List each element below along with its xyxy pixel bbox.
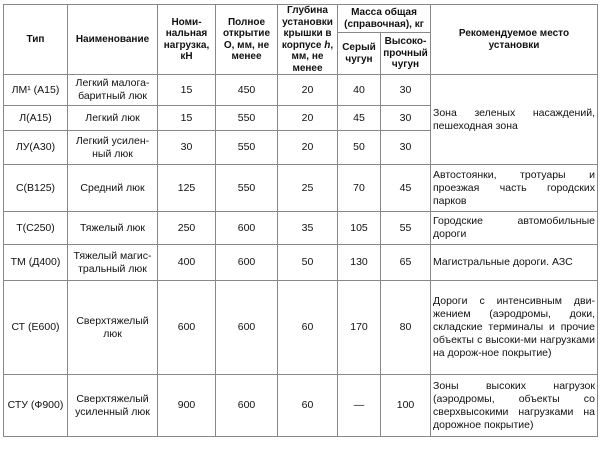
cell-opening: 550: [216, 131, 278, 165]
cell-load: 15: [158, 106, 216, 131]
table-row: [4, 375, 598, 437]
cell-name: Легкий малога-баритный люк: [68, 75, 158, 106]
cell-depth: 20: [278, 131, 338, 165]
cell-name: Сверхтяжелый усиленный люк: [68, 375, 158, 437]
header-depth: [278, 5, 338, 75]
cell-name: Средний люк: [68, 165, 158, 212]
cell-hs-mass: 30: [381, 131, 431, 165]
header-opening: Полное открытие О, мм, не менее: [216, 5, 278, 75]
cell-name: Тяжелый магис-тральный люк: [68, 245, 158, 281]
header-gray-iron: Серый чугун: [338, 33, 381, 75]
cell-place: Магистральные дороги. АЗС: [431, 245, 598, 281]
cell-type: СТУ (Ф900): [4, 375, 68, 437]
table-row: [4, 75, 598, 106]
header-row-1: [4, 5, 598, 33]
cell-place: Городские автомобильные дороги: [431, 212, 598, 245]
cell-load: 400: [158, 245, 216, 281]
cell-depth: 20: [278, 106, 338, 131]
cell-depth: 35: [278, 212, 338, 245]
cell-depth: 20: [278, 75, 338, 106]
table-row: [4, 165, 598, 212]
cell-name: Легкий усилен-ный люк: [68, 131, 158, 165]
cell-depth: 25: [278, 165, 338, 212]
cell-load: 900: [158, 375, 216, 437]
cell-load: 250: [158, 212, 216, 245]
cell-type: Т(С250): [4, 212, 68, 245]
cell-type: ТМ (Д400): [4, 245, 68, 281]
cell-gray-mass: 130: [338, 245, 381, 281]
cell-name: Тяжелый люк: [68, 212, 158, 245]
header-hs-iron: Высоко-прочный чугун: [381, 33, 431, 75]
table-row: [4, 245, 598, 281]
header-depth-var: h: [324, 39, 331, 51]
cell-gray-mass: 50: [338, 131, 381, 165]
cell-opening: 450: [216, 75, 278, 106]
cell-opening: 600: [216, 375, 278, 437]
cell-depth: 50: [278, 245, 338, 281]
cell-hs-mass: 65: [381, 245, 431, 281]
cell-depth: 60: [278, 281, 338, 375]
cell-gray-mass: 45: [338, 106, 381, 131]
cell-opening: 550: [216, 106, 278, 131]
cell-type: ЛУ(А30): [4, 131, 68, 165]
header-name: Наименование: [68, 5, 158, 75]
table-row: [4, 212, 598, 245]
cell-load: 15: [158, 75, 216, 106]
cell-gray-mass: 40: [338, 75, 381, 106]
cell-type: Л(А15): [4, 106, 68, 131]
cell-hs-mass: 45: [381, 165, 431, 212]
header-place: Рекомендуемое место установки: [431, 5, 598, 75]
cell-place: Зона зеленых насаждений, пешеходная зона: [431, 75, 598, 165]
header-load: Номи-нальная нагрузка, кН: [158, 5, 216, 75]
cell-opening: 600: [216, 245, 278, 281]
header-depth-post: , мм, не менее: [291, 39, 334, 74]
cell-depth: 60: [278, 375, 338, 437]
manhole-spec-table: [3, 4, 598, 437]
cell-hs-mass: 100: [381, 375, 431, 437]
header-type: Тип: [4, 5, 68, 75]
header-mass-group: Масса общая (справочная), кг: [338, 5, 431, 33]
cell-place: Зоны высоких нагрузок (аэродромы, объекты со сверхвысокими нагрузками на дорожное покрытие): [431, 375, 598, 437]
cell-gray-mass: —: [338, 375, 381, 437]
header-depth-pre: Глубина установки крышки в корпусе: [281, 5, 333, 51]
cell-hs-mass: 80: [381, 281, 431, 375]
cell-load: 125: [158, 165, 216, 212]
cell-opening: 550: [216, 165, 278, 212]
cell-hs-mass: 55: [381, 212, 431, 245]
cell-type: СТ (Е600): [4, 281, 68, 375]
manhole-spec-table-wrapper: [3, 4, 597, 437]
cell-load: 30: [158, 131, 216, 165]
cell-type: С(В125): [4, 165, 68, 212]
cell-gray-mass: 105: [338, 212, 381, 245]
cell-place: Автостоянки, тротуары и проезжая часть городских парков: [431, 165, 598, 212]
cell-name: Сверхтяжелый люк: [68, 281, 158, 375]
cell-place: Дороги с интенсивным дви-жением (аэродромы, доки, складские терминалы и прочие объекты с высоки-ми нагрузками на дорож-ное покрытие): [431, 281, 598, 375]
cell-hs-mass: 30: [381, 106, 431, 131]
cell-gray-mass: 170: [338, 281, 381, 375]
cell-name: Легкий люк: [68, 106, 158, 131]
cell-hs-mass: 30: [381, 75, 431, 106]
cell-gray-mass: 70: [338, 165, 381, 212]
cell-type: ЛМ¹ (А15): [4, 75, 68, 106]
cell-opening: 600: [216, 212, 278, 245]
cell-opening: 600: [216, 281, 278, 375]
cell-load: 600: [158, 281, 216, 375]
table-row: [4, 281, 598, 375]
